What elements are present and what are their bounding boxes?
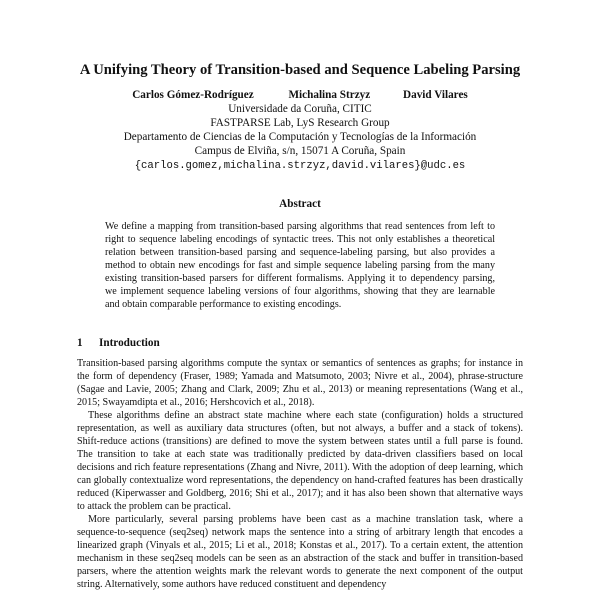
- author-name: Michalina Strzyz: [288, 89, 371, 101]
- affiliation-line: Departamento de Ciencias de la Computación y Tecnologías de la Información: [123, 131, 477, 143]
- author-name: David Vilares: [403, 89, 468, 101]
- affiliation-line: Universidade da Coruña, CITIC: [228, 103, 372, 115]
- author-list: [0, 89, 600, 101]
- paragraph: Transition-based parsing algorithms compute the syntax or semantics of sentences as graphs; for instance in the form of dependency (Fraser, 1989; Yamada and Matsumoto, 2003; Nivre et al., 2004), phrase-structure (Sagae and Lavie, 2005; Zhang and Clark, 2009; Zhu et al., 2013) or meaning representations (Wang et al., 2015; Swayamdipta et al., 2016; Hershcovich et al., 2018).: [77, 358, 523, 408]
- abstract-text: We define a mapping from transition-based parsing algorithms that read sentences from left to right to sequence labeling encodings of syntactic trees. This not only establishes a theoretical relation between transition-based parsing and sequence-labeling parsing, but also provides a method to obtain new encodings for fast and simple sequence labeling parsing from the many existing transition-based parsers for different formalisms. Applying it to dependency parsing, we implement sequence labeling versions of four algorithms, showing that they are learnable and obtain comparable performance to existing encodings.: [105, 221, 495, 310]
- section-number: 1: [77, 337, 83, 349]
- email-address: {carlos.gomez,michalina.strzyz,david.vilares}@udc.es: [134, 160, 466, 172]
- section-heading: [77, 337, 160, 349]
- abstract-heading: Abstract: [279, 198, 321, 210]
- section-body: [77, 357, 523, 591]
- paragraph: These algorithms define an abstract state machine where each state (configuration) holds a structured representation, as well as auxiliary data structures (often, but not always, a buffer and a stack of tokens). Shift-reduce actions (transitions) are defined to move the system between states until a full parse is found. The transition to take at each state was traditionally predicted by data-driven classifiers based on local decisions and rich feature representations (Zhang and Nivre, 2011). With the adoption of deep learning, which can globally contextualize word representations, the dependency on hand-crafted features has been drastically reduced (Kiperwasser and Goldberg, 2016; Shi et al., 2017); and it has also been shown that alternative ways to attack the problem can be practical.: [77, 410, 523, 512]
- affiliation-line: FASTPARSE Lab, LyS Research Group: [210, 117, 390, 129]
- author-name: Carlos Gómez-Rodríguez: [132, 89, 254, 101]
- paragraph: More particularly, several parsing problems have been cast as a machine translation task, where a sequence-to-sequence (seq2seq) network maps the sentence into a string of arbitrary length that encodes a linearized graph (Vinyals et al., 2015; Li et al., 2018; Konstas et al., 2017). To a certain extent, the attention mechanism in these seq2seq models can be seen as an abstraction of the stack and buffer in transition-based parsers, where the attention weights mark the relevant words to generate the next component of the output string. Alternatively, some authors have reduced constituent and dependency: [77, 514, 523, 590]
- section-title: Introduction: [99, 337, 160, 349]
- affiliation-line: Campus de Elviña, s/n, 15071 A Coruña, Spain: [194, 145, 406, 157]
- paper-title: A Unifying Theory of Transition-based and Sequence Labeling Parsing: [79, 62, 521, 78]
